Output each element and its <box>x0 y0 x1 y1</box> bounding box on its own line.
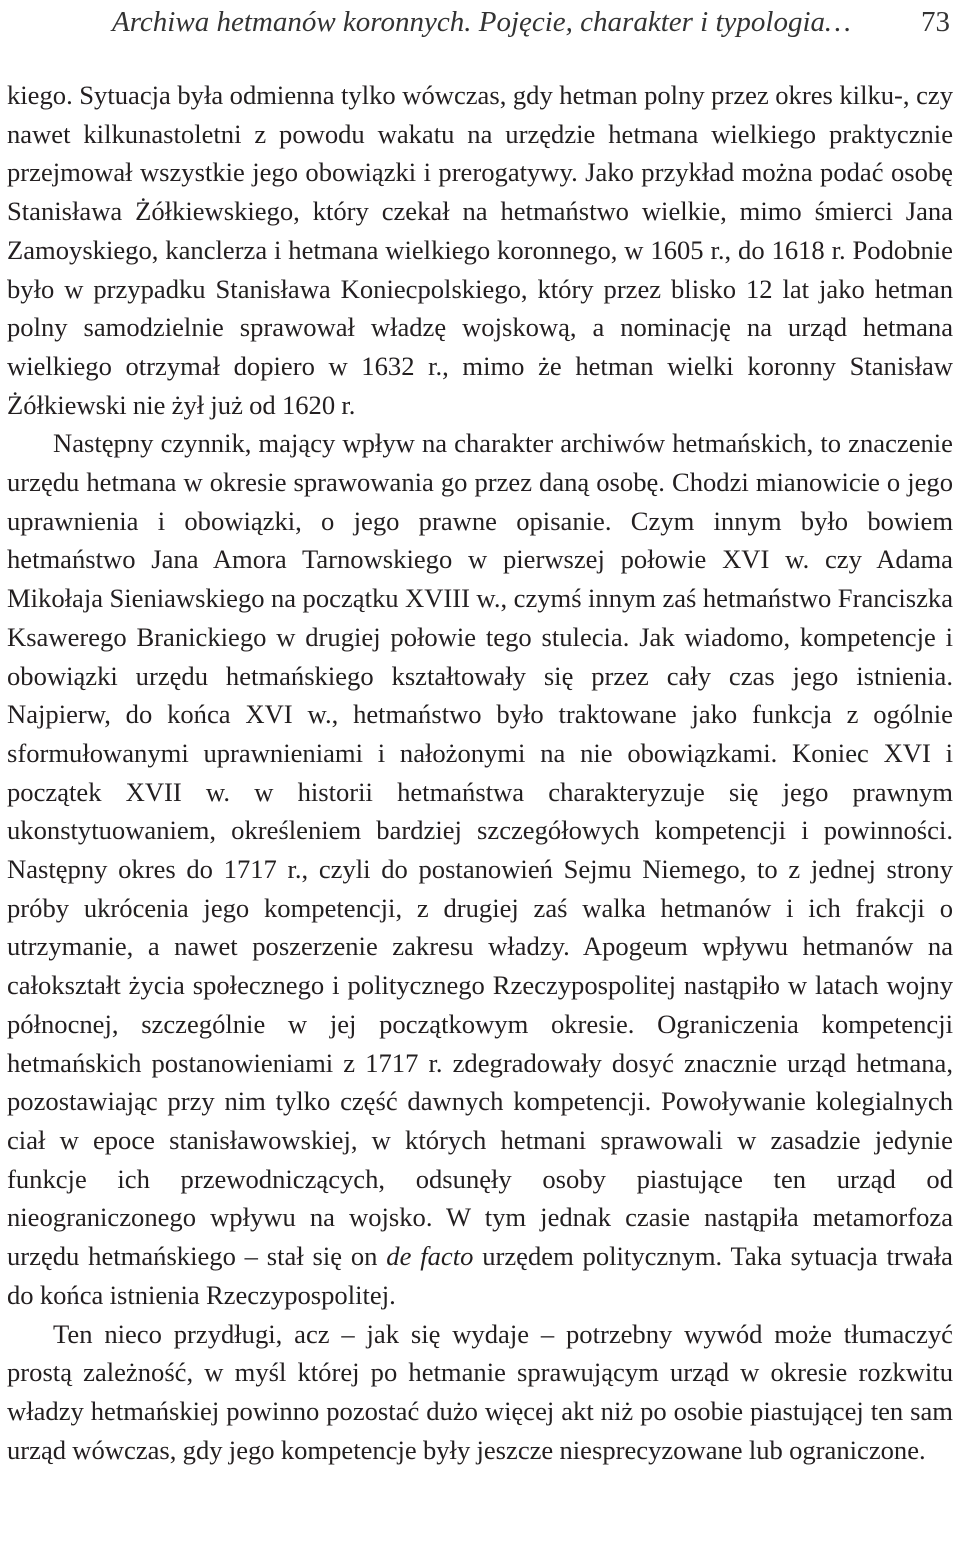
running-header <box>112 2 950 42</box>
running-title: Archiwa hetmanów koronnych. Pojęcie, charakter i typologia… <box>112 6 851 38</box>
paragraph-hetman-office <box>7 424 953 1314</box>
page-number: 73 <box>921 6 950 38</box>
body-text <box>7 76 953 1469</box>
paragraph-conclusion: Ten nieco przydługi, acz – jak się wydaje – potrzebny wywód może tłumaczyć prostą zależność, w myśl której po hetmanie sprawującym urząd w okresie rozkwitu władzy hetmańskiej powinno pozostać dużo więcej akt niż po osobie piastującej ten sam urząd wówczas, gdy jego kompetencje były jeszcze niesprecyzowane lub ograniczone. <box>7 1318 953 1465</box>
paragraph-text-after: urzędem politycznym. Taka sytuacja trwała do końca istnienia Rzeczypospolitej. <box>7 1241 953 1310</box>
paragraph-text-before: Następny czynnik, mający wpływ na charakter archiwów hetmańskich, to znaczenie urzędu hetmana w okresie sprawowania go przez daną osobę. Chodzi mianowicie o jego uprawnienia i obowiązki, o jego prawne opisanie. Czym innym było bowiem hetmaństwo Jana Amora Tarnowskiego w pierwszej połowie XVI w. czy Adama Mikołaja Sieniawskiego na początku XVIII w., czymś innym zaś hetmaństwo Franciszka Ksawerego Branickiego w drugiej połowie tego stulecia. Jak wiadomo, kompetencje i obowiązki urzędu hetmańskiego kształtowały się przez cały czas jego istnienia. Najpierw, do końca XVI w., hetmaństwo było traktowane jako funkcja z ogólnie sformułowanymi uprawnieniami i nałożonymi na nie obowiązkami. Koniec XVI i początek XVII w. w historii hetmaństwa charakteryzuje się jego prawnym ukonstytuowaniem, określeniem bardziej szczegółowych kompetencji i powinności. Następny okres do 1717 r., czyli do postanowień Sejmu Niemego, to z jednej strony próby ukrócenia jego kompetencji, z drugiej zaś walka hetmanów i ich frakcji o utrzymanie, a nawet poszerzenie zakresu władzy. Apogeum wpływu hetmanów na całokształt życia społecznego i politycznego Rzeczypospolitej nastąpiło w latach wojny północnej, szczególnie w jej początkowym okresie. Ograniczenia kompetencji hetmańskich postanowieniami z 1717 r. zdegradowały dosyć znacznie urząd hetmana, pozostawiając przy nim tylko część dawnych kompetencji. Powoływanie kolegialnych ciał w epoce stanisławowskiej, w których hetmani sprawowali w zasadzie jedynie funkcje ich przewodniczących, odsunęły osoby piastujące ten urząd od nieograniczonego wpływu na wojsko. W tym jednak czasie nastąpiła metamorfoza urzędu hetmańskiego – stał się on <box>7 428 953 1272</box>
paragraph-continuation: kiego. Sytuacja była odmienna tylko wówczas, gdy hetman polny przez okres kilku-, czy nawet kilkunastoletni z powodu wakatu na urzędzie hetmana wielkiego praktycznie przejmował wszystkie jego obowiązki i prerogatywy. Jako przykład można podać osobę Stanisława Żółkiewskiego, który czekał na hetmaństwo wielkie, mimo śmierci Jana Zamoyskiego, kanclerza i hetmana wielkiego koronnego, w 1605 r., do 1618 r. Podobnie było w przypadku Stanisława Koniecpolskiego, który przez blisko 12 lat jako hetman polny samodzielnie sprawował władzę wojskową, a nominację na urząd hetmana wielkiego otrzymał dopiero w 1632 r., mimo że hetman wielki koronny Stanisław Żółkiewski nie żył już od 1620 r. <box>7 80 953 420</box>
latin-emphasis: de facto <box>386 1241 474 1272</box>
